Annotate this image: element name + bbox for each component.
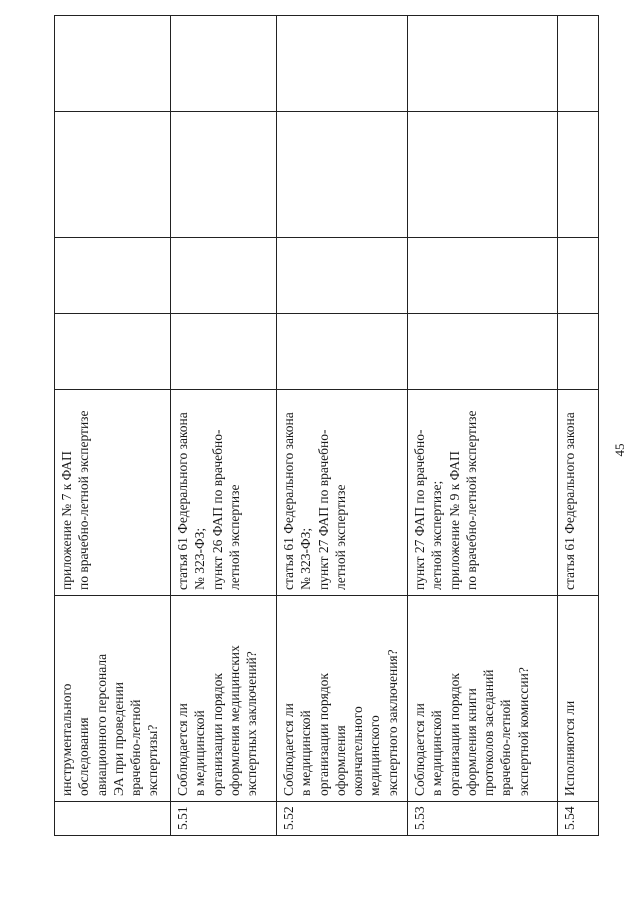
row-number: 5.53 bbox=[408, 802, 558, 836]
reference-cell: статья 61 Федерального закона № 323-ФЗ; пункт 27 ФАП по врачебно- летной экспертизе bbox=[277, 390, 408, 596]
table-rotated bbox=[54, 16, 598, 836]
row-number: 5.52 bbox=[277, 802, 408, 836]
notes-cell bbox=[55, 16, 171, 112]
notes-cell bbox=[277, 16, 408, 112]
notes-cell bbox=[558, 16, 599, 112]
question-cell: Соблюдается ли в медицинской организации порядок оформления медицинских экспертных заключений? bbox=[171, 596, 277, 802]
answer-no-cell bbox=[171, 238, 277, 314]
not-applicable-cell bbox=[408, 112, 558, 238]
answer-no-cell bbox=[558, 238, 599, 314]
notes-cell bbox=[408, 16, 558, 112]
reference-cell: статья 61 Федерального закона bbox=[558, 390, 599, 596]
answer-yes-cell bbox=[558, 314, 599, 390]
question-cell: Соблюдается ли в медицинской организации порядок оформления книги протоколов заседаний врачебно-летной экспертной комиссии? bbox=[408, 596, 558, 802]
reference-cell: статья 61 Федерального закона № 323-ФЗ; пункт 26 ФАП по врачебно- летной экспертизе bbox=[171, 390, 277, 596]
question-cell: Соблюдается ли в медицинской организации порядок оформления окончательного медицинского экспертного заключения? bbox=[277, 596, 408, 802]
answer-yes-cell bbox=[408, 314, 558, 390]
not-applicable-cell bbox=[171, 112, 277, 238]
table-row bbox=[277, 16, 408, 836]
answer-yes-cell bbox=[55, 314, 171, 390]
table-row bbox=[171, 16, 277, 836]
checklist-table bbox=[54, 15, 599, 836]
page-number: 45 bbox=[612, 443, 627, 457]
not-applicable-cell bbox=[558, 112, 599, 238]
notes-cell bbox=[171, 16, 277, 112]
row-number: 5.54 bbox=[558, 802, 599, 836]
question-cell: Исполняются ли bbox=[558, 596, 599, 802]
not-applicable-cell bbox=[55, 112, 171, 238]
table-row bbox=[408, 16, 558, 836]
answer-no-cell bbox=[408, 238, 558, 314]
not-applicable-cell bbox=[277, 112, 408, 238]
answer-no-cell bbox=[277, 238, 408, 314]
question-cell: инструментального обследования авиационного персонала ЭА при проведении врачебно-летной экспертизы? bbox=[55, 596, 171, 802]
answer-yes-cell bbox=[277, 314, 408, 390]
answer-yes-cell bbox=[171, 314, 277, 390]
answer-no-cell bbox=[55, 238, 171, 314]
table-container bbox=[54, 16, 598, 836]
row-number bbox=[55, 802, 171, 836]
table-row bbox=[558, 16, 599, 836]
table-row bbox=[55, 16, 171, 836]
reference-cell: пункт 27 ФАП по врачебно- летной экспертизе; приложение № 9 к ФАП по врачебно-летной экспертизе bbox=[408, 390, 558, 596]
reference-cell: приложение № 7 к ФАП по врачебно-летной экспертизе bbox=[55, 390, 171, 596]
row-number: 5.51 bbox=[171, 802, 277, 836]
